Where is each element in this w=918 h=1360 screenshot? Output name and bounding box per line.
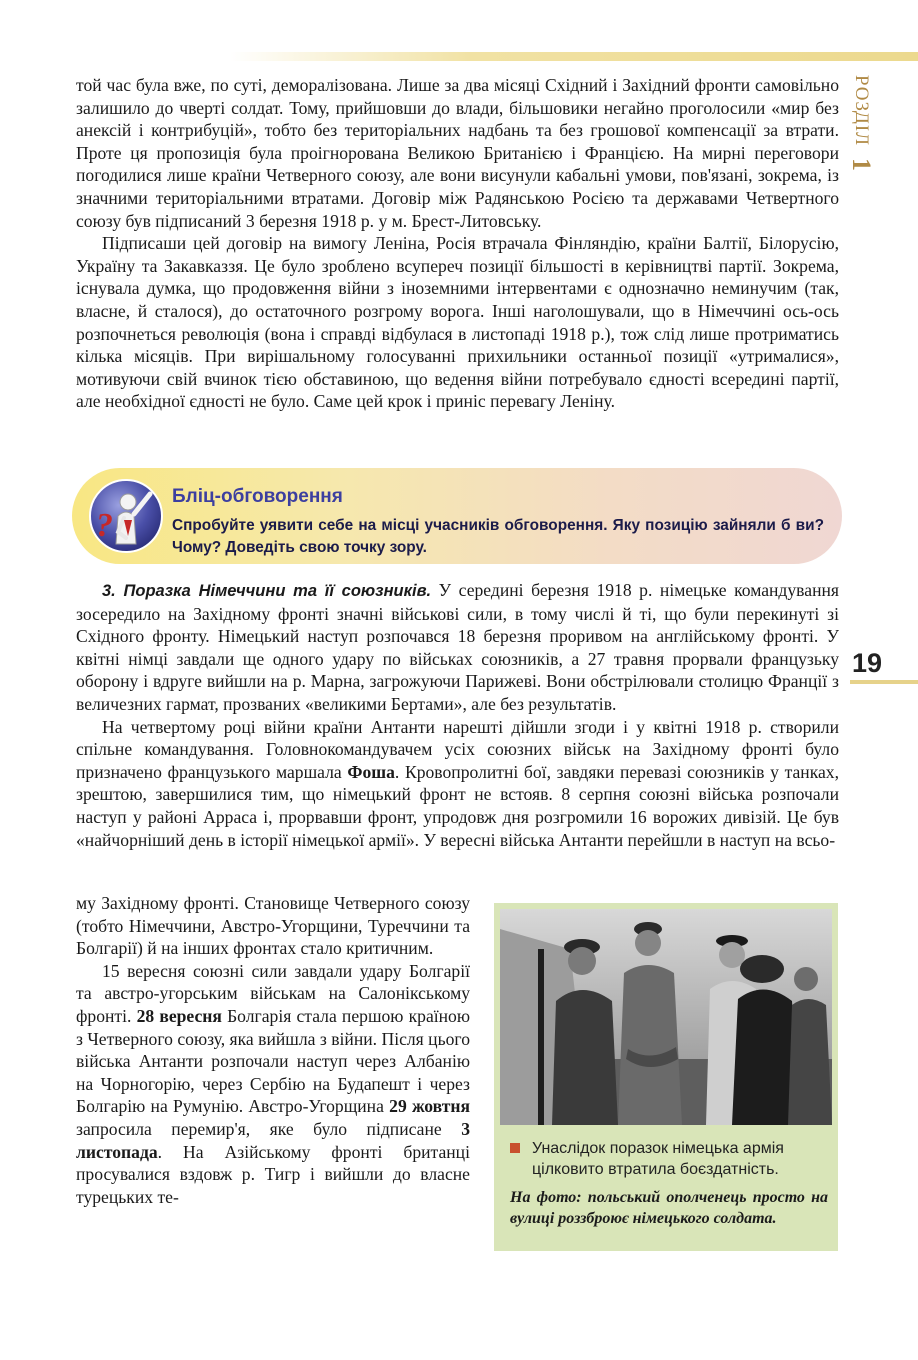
figure-caption	[510, 1138, 832, 1180]
paragraph: той час була вже, по суті, деморалізована. Лише за два місяці Східний і Західний фронти самовільно залишило до чверті солдат. Тому, прийшовши до влади, більшовики негайно проголосили «мир без анексій і контрибуцій», тобто без територіальних надбань та без грошової компенсації за втрати. Проте ця пропозиція була проігнорована Великою Британією і Францією. На мирні переговори погодилися лише країни Четверного союзу, але вони висунули кабальні умови, пов'язані, зокрема, із значними територіальними втратами. Договір між Радянською Росією та державами Четвертного союзу був підписаний 3 березня 1918 р. у м. Брест-Литовську.	[76, 75, 839, 231]
bold-date: 29 жовтня	[389, 1096, 471, 1117]
section-tab	[846, 75, 876, 185]
page-number: 19	[852, 648, 883, 678]
top-decorative-rule	[230, 52, 918, 61]
paragraph-text: Болгарія стала першою країною з Четверного союзу, яка вийшла з війни. Після цього війська Антанти розпочали наступ через Албанію на Чорногорію, через Сербію на Будапешт і через Болгарію на Румунію. Австро-Угорщина	[76, 1005, 470, 1117]
text-block-bottom	[76, 892, 470, 1208]
text-block-top	[76, 74, 839, 413]
square-bullet-icon	[510, 1143, 520, 1153]
section-number: 1	[847, 158, 876, 172]
bold-date: 28 вересня	[136, 1005, 222, 1026]
discussion-figure-icon	[88, 478, 164, 554]
paragraph: Підписаши цей договір на вимогу Леніна, Росія втрачала Фінляндію, країни Балтії, Білорусію, Україну та Закавказзя. Це було зроблено всупереч позиції більшості в керівництві партії. Зокрема, існувала думка, що продовження війни з іноземними інтервентами є однозначно неминучим (так, власне, й сталося), до остаточного розгрому ворога. Інші наголошували, що в Німеччині ось-ось розпочнеться революція (вона і справді відбулася в листопаді 1918 р.), тож слід лише протриматись кілька місяців. При вирішальному голосуванні прихильники останньої позиції «утрималися», мотивуючи свій вчинок тією обставиною, що ведення війни потребувало єдності всередині партії, але необхідної єдності не було. Саме цей крок і приніс перевагу Леніну.	[76, 233, 839, 412]
paragraph-text: . На Азійському фронті британці просувалися вздовж р. Тигр і вийшли до власне турецьких те-	[76, 1141, 470, 1207]
paragraph-text: На четвертому році війни країни Антанти нарешті дійшли згоди і у квітні 1918 р. створили спільне командування. Головнокомандувачем усіх союзних військ на Західному фронті було призначено французького маршала	[76, 716, 839, 782]
caption-text: Унаслідок поразок німецька армія цілковито втратила боєздатність.	[532, 1140, 784, 1178]
paragraph	[76, 960, 470, 1209]
historical-photo	[500, 909, 832, 1125]
paragraph	[76, 716, 839, 852]
paragraph-text: запросила перемир'я, яке було підписане	[76, 1118, 462, 1139]
paragraph-text: 15 вересня союзні сили завдали удару Болгарії та австро-угорським військам на Салонікському фронті.	[76, 960, 470, 1026]
paragraph: му Західному фронті. Становище Четверного союзу (тобто Німеччини, Австро-Угорщини, Туреччини та Болгарії) й на інших фронтах стало критичним.	[76, 893, 470, 959]
section-word: РОЗДІЛ	[851, 75, 872, 147]
text-block-middle	[76, 579, 839, 851]
bold-date: 3 листопада	[76, 1118, 470, 1162]
paragraph-text: . Кровопролитні бої, завдяки перевазі союзників у танках, зрештою, завершилися тим, що німецький фронт не встояв. 8 серпня союзні війська розпочали наступ у районі Арраса і, прорвавши фронт, упродовж дня розгромили 16 ворожих дивізій. Це був «найчорніший день в історії німецької армії». У вересні війська Антанти перейшли в наступ на всьо-	[76, 761, 840, 850]
bold-term: Фоша	[347, 761, 395, 782]
section-heading: 3. Поразка Німеччини та її союзників.	[102, 582, 432, 600]
blitz-title: Бліц-обговорення	[172, 486, 343, 507]
blitz-question: Спробуйте уявити себе на місці учасників обговорення. Яку позицію зайняли б ви? Чому? Доведіть свою точку зору.	[172, 517, 824, 556]
photo-note: На фото: польський ополченець просто на вулиці роззброює німецького солдата.	[510, 1189, 828, 1227]
page-number-rule	[850, 680, 918, 684]
svg-text:?: ?	[96, 507, 113, 544]
paragraph-text: У середині березня 1918 р. німецьке командування зосередило на Західному фронті значні військові сили, в тому числі й ті, що були перекинуті зі Східного фронту. Німецький наступ розпочався 18 березня проривом на англійському фронті. У квітні німці завдали ще одного удару по військах союзників, а 27 травня прорвали французьку оборону і вдруге вийшли на р. Марна, загрожуючи Парижеві. Вони обстрілювали столицю Франції з величезних гармат, прозваних «великими Бертами», але без результатів.	[76, 580, 839, 714]
paragraph	[76, 579, 839, 716]
